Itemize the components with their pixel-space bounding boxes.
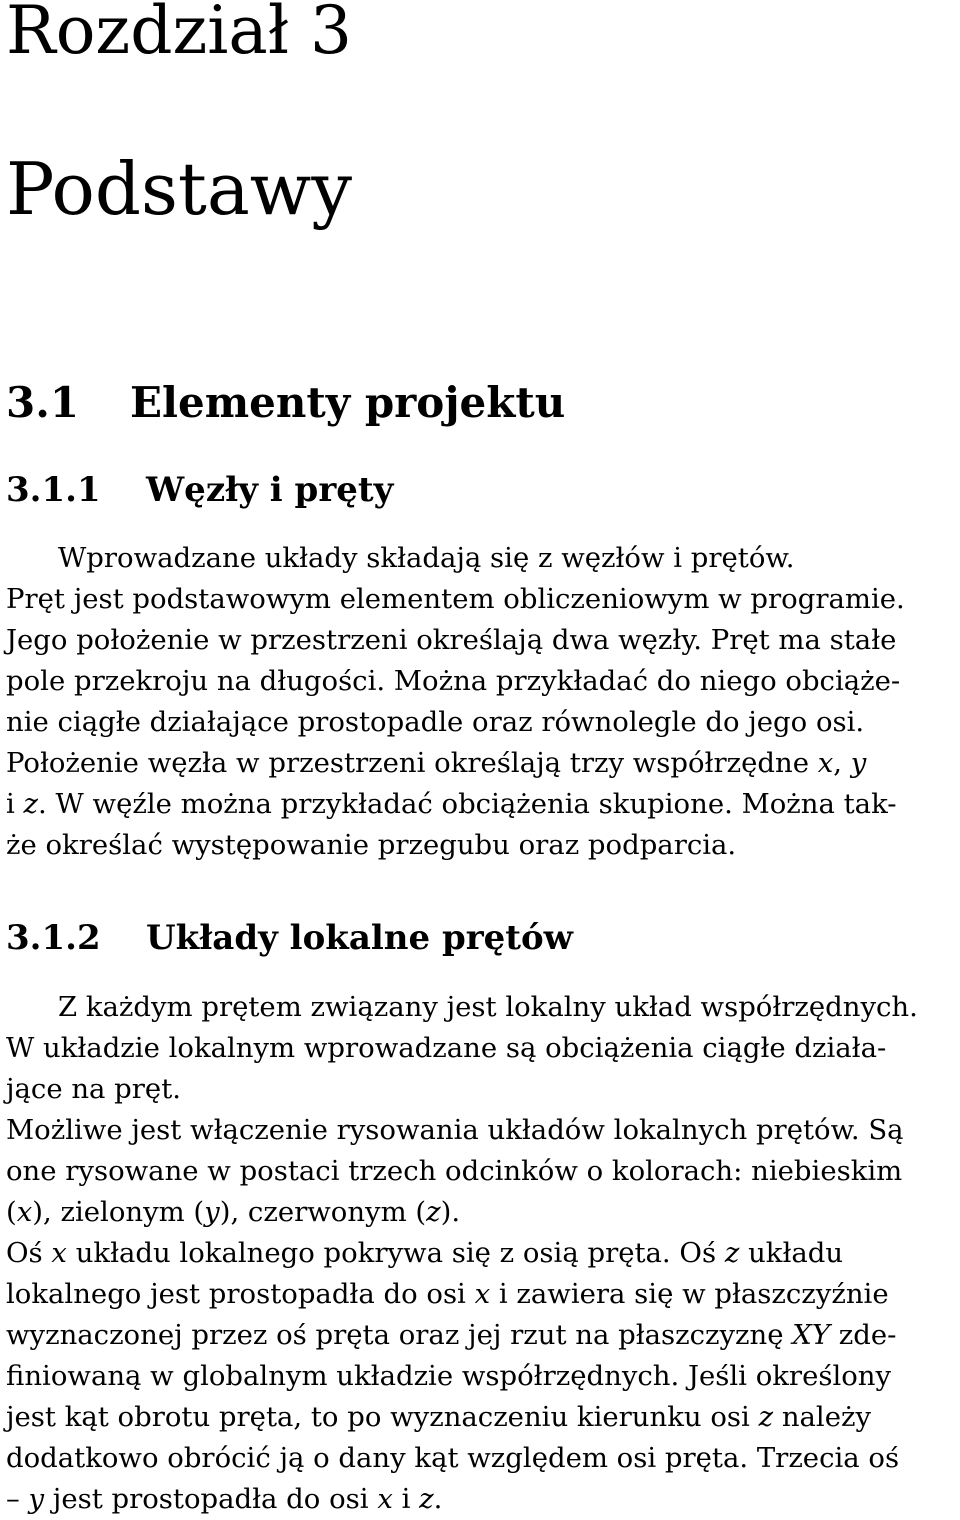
math-x: x [377, 1483, 393, 1515]
text-line [6, 1274, 889, 1315]
text-line: Z każdym prętem związany jest lokalny układ współrzędnych. [58, 991, 918, 1023]
text-run: jest kąt obrotu pręta, to po wyznaczeniu kierunku osi [6, 1401, 750, 1433]
text-run: . W węźle można przykładać obciążenia skupione. Można tak- [38, 788, 897, 820]
math-y: y [204, 1196, 220, 1228]
text-run: układu [748, 1237, 844, 1269]
text-line: Wprowadzane układy składają się z węzłów i prętów. [58, 542, 795, 574]
subsection-title: Węzły i pręty [146, 470, 394, 510]
text-line: Pręt jest podstawowym elementem obliczeniowym w programie. [6, 583, 905, 615]
text-run: i [6, 788, 15, 820]
text-run: ), zielonym ( [32, 1196, 205, 1228]
section-number: 3.1 [6, 378, 80, 427]
subsection-heading-3-1-2 [6, 918, 573, 959]
section-heading [6, 378, 565, 428]
text-line: finiowaną w globalnym układzie współrzędnych. Jeśli określony [6, 1360, 892, 1392]
section-title: Elementy projektu [130, 378, 566, 427]
text-line: pole przekroju na długości. Można przykładać do niego obciąże- [6, 665, 901, 697]
text-line: W układzie lokalnym wprowadzane są obciążenia ciągłe działa- [6, 1032, 887, 1064]
text-line [6, 1479, 442, 1520]
math-x: x [16, 1196, 33, 1228]
subsection-number: 3.1.1 [6, 470, 101, 510]
chapter-title: Podstawy [6, 147, 353, 231]
math-XY: XY [792, 1319, 831, 1351]
text-line: dodatkowo obrócić ją o dany kąt względem osi pręta. Trzecia oś [6, 1442, 900, 1474]
text-line [6, 1397, 871, 1438]
text-run: należy [781, 1401, 872, 1433]
text-run: ). [440, 1196, 461, 1228]
text-line: (x), zielonym (y), czerwonym (z). [6, 1196, 461, 1228]
text-run: i zawiera się w płaszczyźnie [498, 1278, 889, 1310]
subsection-title: Układy lokalne prętów [146, 918, 573, 958]
text-run: jest prostopadła do osi [52, 1483, 369, 1515]
math-y: y [28, 1483, 45, 1515]
text-line [6, 784, 897, 825]
math-x: x [51, 1237, 67, 1269]
math-z: z [724, 1237, 740, 1269]
text-line [6, 1233, 843, 1274]
math-z: z [23, 788, 39, 820]
text-run: lokalnego jest prostopadła do osi [6, 1278, 466, 1310]
math-x: x [817, 747, 834, 779]
text-run: . [433, 1483, 443, 1515]
text-run: – [6, 1483, 20, 1515]
text-run: ), czerwonym ( [219, 1196, 427, 1228]
math-y: y [850, 747, 867, 779]
text-run: i [401, 1483, 411, 1515]
text-line: one rysowane w postaci trzech odcinków o kolorach: niebieskim [6, 1155, 903, 1187]
subsection-heading-3-1-1 [6, 470, 393, 511]
text-line [6, 1315, 896, 1356]
text-line: jące na pręt. [6, 1073, 182, 1105]
text-run: Oś [6, 1237, 43, 1269]
chapter-label: Rozdział 3 [6, 0, 353, 69]
text-run: wyznaczonej przez oś pręta oraz jej rzut na płaszczyznę [6, 1319, 784, 1351]
text-line: nie ciągłe działające prostopadle oraz równolegle do jego osi. [6, 706, 865, 738]
math-z: z [419, 1483, 434, 1515]
subsection-number: 3.1.2 [6, 918, 101, 958]
text-line: Możliwe jest włączenie rysowania układów lokalnych prętów. Są [6, 1114, 904, 1146]
text-line: że określać występowanie przegubu oraz podparcia. [6, 829, 737, 861]
math-z: z [758, 1401, 774, 1433]
text-run: układu lokalnego pokrywa się z osią pręta. Oś [75, 1237, 717, 1269]
text-line: Jego położenie w przestrzeni określają dwa węzły. Pręt ma stałe [6, 624, 897, 656]
text-run: Położenie węzła w przestrzeni określają trzy współrzędne [6, 747, 809, 779]
text-run: zde- [838, 1319, 897, 1351]
math-x: x [474, 1278, 491, 1310]
text-line: Położenie węzła w przestrzeni określają trzy współrzędne x, y [6, 747, 867, 779]
math-z: z [426, 1196, 441, 1228]
